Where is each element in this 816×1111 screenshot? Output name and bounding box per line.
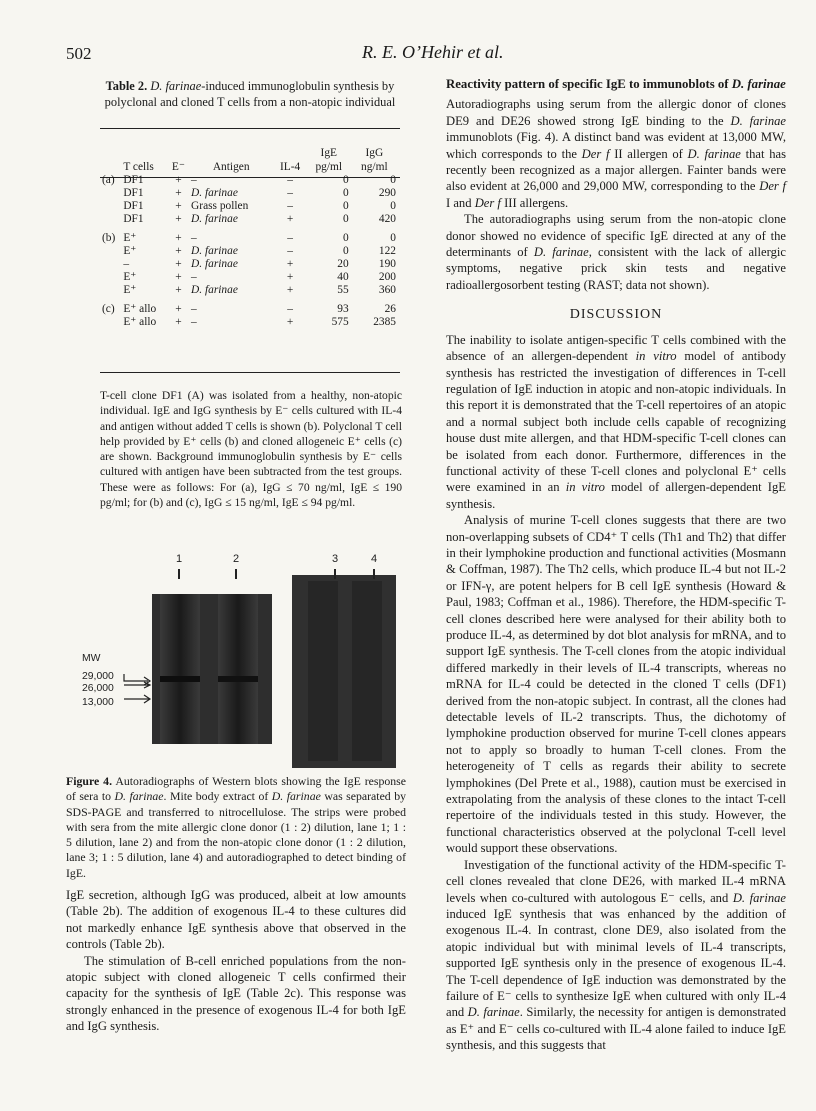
r1-c: II allergen of: [609, 146, 688, 161]
table-row: [100, 303, 400, 316]
cell-ige: 0: [342, 213, 349, 225]
discussion-heading: DISCUSSION: [569, 307, 663, 323]
table-row: [100, 187, 400, 200]
mw-title: MW: [82, 653, 101, 664]
table-row: [100, 200, 400, 213]
r1-f: III allergens.: [500, 195, 569, 210]
discussion-paragraph-2: Analysis of murine T-cell clones suggests that there are two non-overlapping subsets of CD4⁺ T cells (Th1 and Th2) that differ in their lymphokine production and functional activities (Mosmann & Coffman, 1987). The Th2 cells, which produce IL-4 but not IL-2 or IFN-γ, are potent helpers for B cell IgE synthesis (Howard & Paul, 1983; Coffman et al., 1986). Therefore, the HDM-specific T-cell clones described here were analysed for their ability both to produce IL-4, as determined by dot blot analysis for mRNA, and to support IgE synthesis. The T-cell clones from the atopic individual differed markedly in their levels of IL-4 transcripts, whereas no mRNA for IL-4 could be detected in the cloned T cells (DF1) derived from the non-atopic subject. In contrast, all the clones had detectable levels of IL-2 transcripts. Thus, the dichotomy of lymphokine production observed for murine T-cell clones appears not to apply so broadly to human T-cell clones. From the heterogeneity of T cells as regards their ability to secrete lymphokines (Del Prete et al., 1988), caution must be exercised in extrapolating from the analysis of these clones to the intact T-cell repertoire of the individuals tested in this study. However, the functional characteristics observed at the polyclonal T-cell level would support these observations.: [446, 513, 786, 856]
d3-a: Investigation of the functional activity of the HDM-specific T-cell clones revealed that clone DE26, with marked IL-4 mRNA levels when co-cultured with autologous E⁻ cells, and: [446, 857, 786, 905]
cell-il4: –: [287, 174, 293, 186]
cell-igg: 0: [390, 174, 396, 186]
cell-igg: 2385: [373, 316, 396, 328]
table-row: [100, 213, 400, 226]
lane-label-3: 3: [332, 553, 339, 565]
table-caption: [100, 78, 400, 110]
cell-antigen: –: [191, 271, 197, 283]
cell-ige: 20: [337, 258, 349, 270]
cell-tcells: DF1: [123, 200, 144, 212]
section-heading-text: Reactivity pattern of specific IgE to immunoblots of: [446, 77, 732, 91]
table-header-row: [100, 130, 400, 174]
cell-tcells: DF1: [123, 213, 144, 225]
cell-tcells: E⁺ allo: [123, 303, 157, 315]
cell-eminus: +: [175, 245, 182, 257]
lane-tick-2: [235, 569, 237, 579]
table-header-tcells: T cells: [123, 161, 154, 173]
arrow-26000-icon: [124, 682, 150, 688]
d3-c: . Similarly, the necessity for antigen is demonstrated as E⁺ and E⁻ cells co-cultured with IL-4 alone failed to induce IgE synthesis, and this suggests that: [446, 1005, 786, 1053]
cell-il4: –: [287, 200, 293, 212]
mw-marker-13000: 13,000: [82, 697, 114, 708]
d1-i1: in vitro: [635, 349, 677, 364]
figure-caption-p1: Autoradiographs of Western blots showing the IgE response of sera to: [66, 774, 407, 804]
cell-antigen: –: [191, 232, 197, 244]
table-row: [100, 245, 400, 258]
blot-panel-atopic: [152, 594, 272, 744]
group-label: (c): [102, 303, 115, 315]
r1-d: that has recently been recognized as a major allergen. Fainter bands were also evident at 26,000 and 29,000 MW, corresponding to the: [446, 146, 786, 194]
running-head: R. E. O’Hehir et al.: [362, 42, 504, 62]
cell-ige: 0: [342, 200, 349, 212]
d3-b: induced IgE synthesis that was enhanced by the addition of exogenous IL-4. In contrast, clone DE9, also isolated from the atopic individual but with minimal levels of IL-4 transcripts, supported IgE synthesis only in the presence of exogenous IL-4. The T-cell dependence of IgE induction was demonstrated by the failure of E⁻ cells to synthesize IgE when cultured with only IL-4 and: [446, 906, 786, 1020]
table-footnote: T-cell clone DF1 (A) was isolated from a healthy, non-atopic individual. IgE and IgG synthesis by E⁻ cells cultured with IL-4 and antigen without added T cells is shown (b). Polyclonal T cell help provided by E⁺ cells (b) and cloned allogeneic E⁺ cells (c) are shown. Background immunoglobulin synthesis by E⁻ cells cultured with antigen have been subtracted from the test groups. These were as follows: For (a), IgG ≤ 70 ng/ml, IgE ≤ 190 pg/ml; for (b) and (c), IgG ≤ 15 ng/ml, IgE ≤ 94 pg/ml.: [100, 389, 402, 510]
cell-antigen: D. farinae: [191, 258, 238, 270]
cell-il4: +: [286, 271, 294, 283]
cell-antigen: D. farinae: [191, 284, 238, 296]
cell-ige: 0: [342, 232, 349, 244]
lane-tick-1: [178, 569, 180, 579]
lane-label-1: 1: [176, 553, 183, 565]
table-row: [100, 271, 400, 284]
cell-il4: +: [286, 316, 294, 328]
lane-tick-3: [334, 569, 336, 579]
cell-eminus: +: [175, 187, 182, 199]
lane-4-strip: [352, 581, 382, 761]
cell-tcells: E⁺: [123, 245, 137, 257]
results-paragraph-2: [446, 211, 786, 293]
cell-eminus: +: [175, 232, 182, 244]
lane-1-strip: [160, 594, 200, 744]
group-label: [100, 245, 121, 258]
r1-i2: Der f: [581, 146, 610, 161]
table-caption-species: D. farinae: [150, 79, 202, 93]
table-caption-label: Table 2.: [105, 79, 148, 93]
table-top-rule: [100, 128, 400, 129]
lane-3-strip: [308, 581, 338, 761]
table-header-group: [100, 130, 121, 174]
group-label: [100, 316, 121, 329]
table-header-igg: IgG ng/ml: [361, 147, 388, 173]
cell-igg: 0: [390, 232, 396, 244]
cell-il4: –: [287, 245, 293, 257]
table-row: [100, 316, 400, 329]
cell-il4: –: [287, 187, 293, 199]
cell-igg: 190: [378, 258, 396, 270]
group-label: (b): [102, 232, 116, 244]
group-label: (a): [102, 174, 115, 186]
table-row: [100, 174, 400, 187]
d3-i2: D. farinae: [467, 1005, 520, 1020]
blot-left-svg: [152, 594, 272, 744]
cell-antigen: Grass pollen: [191, 200, 249, 212]
right-column: [446, 76, 786, 1054]
mw-marker-26000: 26,000: [82, 683, 114, 694]
cell-ige: 0: [342, 174, 349, 186]
cell-il4: +: [286, 284, 294, 296]
d1-a: The inability to isolate antigen-specific T cells combined with the absence of an allergen-dependent: [446, 332, 786, 364]
r2-b: , consistent with the lack of allergic symptoms, negative prick skin tests and negative radioallergosorbent testing (RAST; data not shown).: [446, 245, 786, 292]
mw-marker-29000: 29,000: [82, 671, 114, 682]
cell-igg: 420: [378, 213, 396, 225]
cell-il4: –: [287, 232, 293, 244]
cell-igg: 290: [378, 187, 396, 199]
r1-b: immunoblots (Fig. 4). A distinct band was evident at 13,000 MW, which corresponds to the: [446, 130, 786, 161]
cell-ige: 575: [331, 316, 349, 328]
cell-igg: 122: [378, 245, 396, 257]
cell-tcells: E⁺: [123, 271, 137, 283]
cell-eminus: +: [175, 213, 182, 225]
r1-i5: Der f: [474, 195, 501, 210]
group-label: [100, 284, 121, 297]
table-row: [100, 258, 400, 271]
table-row: [100, 284, 400, 297]
cell-antigen: –: [191, 303, 197, 315]
section-heading-species: D. farinae: [731, 77, 786, 91]
table-header-ige: IgE pg/ml: [315, 147, 343, 173]
d1-i2: in vitro: [565, 480, 605, 495]
table-row: [100, 232, 400, 245]
lane-label-4: 4: [371, 553, 378, 565]
cell-il4: +: [286, 213, 294, 225]
table-caption-text: -induced immunoglobulin synthesis by polyclonal and cloned T cells from a non-atopic individual: [104, 79, 396, 109]
cell-antigen: D. farinae: [191, 187, 238, 199]
r2-i1: D. farinae: [533, 245, 589, 260]
cell-eminus: +: [175, 316, 182, 328]
lane-label-2: 2: [233, 553, 240, 565]
left-paragraph-2: The stimulation of B-cell enriched populations from the non-atopic subject with cloned allogeneic T cells confirmed their capacity for the synthesis of IgE (Table 2c). This response was strongly enhanced in the presence of exogenous IL-4 for both IgE and IgG synthesis.: [66, 953, 406, 1034]
cell-antigen: –: [191, 316, 197, 328]
figure-4: [82, 553, 408, 768]
cell-il4: +: [286, 258, 294, 270]
discussion-paragraph-1: [446, 332, 786, 512]
cell-antigen: D. farinae: [191, 213, 238, 225]
cell-tcells: E⁺: [123, 284, 137, 296]
d1-c: model of allergen-dependent IgE synthesis.: [446, 480, 786, 511]
cell-ige: 0: [342, 245, 349, 257]
figure-caption-p2: . Mite body extract of: [163, 789, 272, 804]
table-header-antigen: Antigen: [212, 161, 250, 173]
cell-eminus: +: [175, 271, 182, 283]
blot-right-svg: [292, 575, 396, 768]
cell-igg: 360: [378, 284, 396, 296]
figure-caption-i2: D. farinae: [271, 789, 321, 804]
lane-tick-4: [373, 569, 375, 579]
table-bottom-rule: [100, 372, 400, 373]
cell-igg: 200: [378, 271, 396, 283]
r1-i3: D. farinae: [687, 146, 741, 161]
cell-eminus: +: [175, 174, 182, 186]
figure-caption-p3: was separated by SDS-PAGE and transferred to nitrocellulose. The strips were probed with sera from the mite allergic clone donor (1 : 2) dilution, lane 1; 1 : 5 dilution, lane 2) and from the non-atopic clone donor (1 : 2 dilution, lane 3; 1 : 5 dilution, lane 4) and autoradiographed to detect binding of IgE.: [66, 789, 407, 880]
arrow-13000-icon: [124, 695, 150, 703]
figure-caption: [66, 774, 406, 881]
table-2: [100, 130, 400, 329]
cell-eminus: +: [175, 200, 182, 212]
lane-2-band-13000: [218, 676, 258, 682]
d1-b: model of antibody synthesis has restricted the investigation of differences in T-cell regulation of IgE induction in atopic and non-atopic individuals. In this report it is demonstrated that the T-cell repertoires of an atopic and a normal subject both include cells capable of recognizing house dust mite allergen, and that HDM-specific T-cell clones can be isolated from each donor. Furthermore, differences in the functional activity of these T-cell clones and polyclonal E⁺ cells were examined in an: [446, 349, 786, 495]
figure-caption-label: Figure 4.: [66, 774, 113, 788]
cell-tcells: DF1: [123, 174, 144, 186]
page-number: 502: [66, 44, 92, 63]
discussion-paragraph-3: [446, 857, 786, 1054]
r1-i4: Der f: [759, 179, 787, 194]
cell-eminus: +: [175, 303, 182, 315]
d3-i1: D. farinae: [732, 890, 787, 905]
cell-igg: 26: [384, 303, 396, 315]
cell-antigen: D. farinae: [191, 245, 238, 257]
r1-e: I and: [446, 195, 475, 210]
left-body-text: [66, 887, 406, 1035]
cell-ige: 55: [337, 284, 349, 296]
results-paragraph-1: [446, 96, 786, 211]
cell-antigen: –: [191, 174, 197, 186]
r2-a: The autoradiographs using serum from the non-atopic clone donor showed no evidence of specific IgE directed at any of the determinants of: [446, 212, 786, 260]
left-paragraph-1: IgE secretion, although IgG was produced, albeit at low amounts (Table 2b). The addition of exogenous IL-4 to these cultures did not markedly enhance IgE synthesis above that observed in the controls (Table 2b).: [66, 888, 406, 952]
cell-tcells: –: [123, 258, 130, 270]
mw-arrows: [122, 671, 154, 705]
table-header-eminus: E⁻: [171, 161, 185, 173]
group-label: [100, 213, 121, 226]
cell-igg: 0: [390, 200, 396, 212]
cell-eminus: +: [175, 284, 182, 296]
cell-eminus: +: [175, 258, 182, 270]
cell-tcells: E⁺ allo: [123, 316, 157, 328]
r1-a: Autoradiographs using serum from the allergic donor of clones DE9 and DE26 showed strong IgE binding to the: [446, 97, 786, 128]
cell-ige: 93: [337, 303, 349, 315]
lane-1-band-13000: [160, 676, 200, 682]
blot-panel-non-atopic: [292, 575, 396, 768]
group-label: [100, 258, 121, 271]
table-header-il4: IL-4: [279, 161, 301, 173]
cell-ige: 40: [337, 271, 349, 283]
group-label: [100, 200, 121, 213]
r1-i1: D. farinae: [730, 113, 786, 128]
cell-tcells: DF1: [123, 187, 144, 199]
section-heading-reactivity: [446, 76, 786, 92]
cell-ige: 0: [342, 187, 349, 199]
figure-caption-i1: D. farinae: [114, 789, 164, 804]
cell-il4: –: [287, 303, 293, 315]
group-label: [100, 271, 121, 284]
lane-2-strip: [218, 594, 258, 744]
cell-tcells: E⁺: [123, 232, 137, 244]
table-body: [100, 174, 400, 329]
group-label: [100, 187, 121, 200]
